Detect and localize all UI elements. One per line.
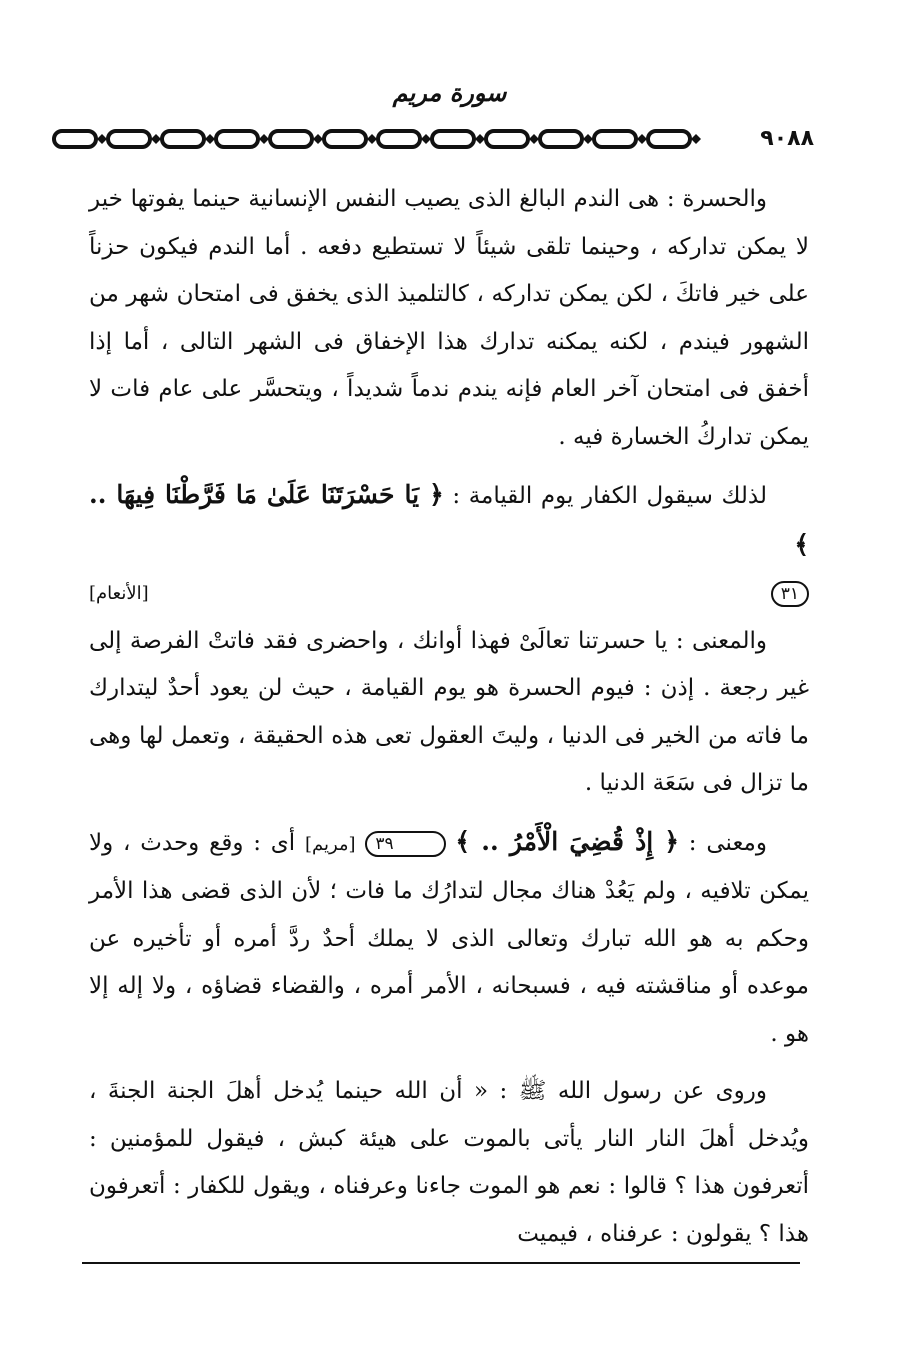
verse-number: ٣٩ — [365, 831, 445, 857]
header-ornament-row — [50, 124, 820, 154]
paragraph-body: أى : وقع وحدث ، ولا يمكن تلافيه ، ولم يَعُدْ هناك مجال لتدارُك ما فات ؛ لأن الذى قضى هذا الأمر وحكم به هو الله تبارك وتعالى الذى لا يملك أحدٌ ردَّ أمره أو تأخيره عن موعده أو مناقشته فيه ، فسبحانه ، الأمر أمره ، والقضاء قضاؤه ، ولا إله إلا هو . — [89, 829, 809, 1047]
surah-reference: [مريم] — [304, 833, 356, 855]
chain-diamond — [583, 134, 593, 144]
chain-link — [378, 131, 420, 147]
ornament-chain — [50, 124, 820, 154]
paragraph-meaning: والمعنى : يا حسرتنا تعالَىْ فهذا أوانك ، واحضرى فقد فاتتْ الفرصة إلى غير رجعة . إذن : فيوم الحسرة هو يوم القيامة ، حيث لن يعود أحدٌ ليتدارك ما فاته من الخير فى الدنيا ، وليتَ العقول تعى هذه الحقيقة ، وتعمل لها وهى ما تزال فى سَعَة الدنيا . — [89, 627, 809, 796]
quran-verse: ﴿ إِذْ قُضِيَ الْأَمْرُ .. ﴾ — [455, 826, 679, 856]
paragraph-body: أن الله حينما يُدخل أهلَ الجنة الجنةَ ، ويُدخل أهلَ النار النار يأتى بالموت على هيئة كبش ، فيقول للمؤمنين : أتعرفون هذا ؟ قالوا : نعم هو الموت جاءنا وعرفناه ، ويقول للكفار : أتعرفون هذا ؟ يقولون : عرفناه ، فيميت — [89, 1078, 809, 1247]
chain-link — [270, 131, 312, 147]
chain-link — [324, 131, 366, 147]
quran-verse: ﴿ يَا حَسْرَتَنَا عَلَىٰ مَا فَرَّطْنَا فِيهَا .. ﴾ — [89, 480, 809, 559]
chain-diamond — [97, 134, 107, 144]
chain-link — [594, 131, 636, 147]
paragraph-hadith — [89, 1068, 809, 1258]
chain-diamond — [637, 134, 647, 144]
chain-diamond — [529, 134, 539, 144]
verse-number: ٣١ — [771, 581, 809, 607]
paragraph-intro: ومعنى : — [688, 829, 767, 856]
paragraph-intro: لذلك سيقول الكفار يوم القيامة : — [452, 483, 768, 509]
main-text — [89, 176, 809, 1258]
chain-diamond — [151, 134, 161, 144]
chain-diamond — [475, 134, 485, 144]
chain-link — [540, 131, 582, 147]
chain-diamond — [691, 134, 701, 144]
chain-diamond — [205, 134, 215, 144]
surah-reference: [الأنعام] — [89, 583, 149, 604]
surah-title: سورة مريم — [392, 78, 507, 107]
paragraph-qudiya-alamr — [89, 818, 809, 1059]
chain-link — [648, 131, 690, 147]
paragraph-intro: وروى عن رسول الله ﷺ : « — [473, 1078, 768, 1104]
chain-link — [486, 131, 528, 147]
chain-link — [216, 131, 258, 147]
chain-link — [54, 131, 96, 147]
verse-number-wrapper — [771, 570, 809, 618]
verse-reference-line — [89, 570, 809, 618]
page-number: ٩٠٨٨ — [754, 124, 820, 154]
chain-diamond — [259, 134, 269, 144]
chain-diamond — [421, 134, 431, 144]
footer-rule — [82, 1262, 800, 1264]
chain-diamond — [367, 134, 377, 144]
chain-link — [432, 131, 474, 147]
chain-diamond — [313, 134, 323, 144]
chain-link — [108, 131, 150, 147]
paragraph-hasra-definition: والحسرة : هى الندم البالغ الذى يصيب النفس الإنسانية حينما يفوتها خير لا يمكن تداركه ، وحينما تلقى شيئاً لا تستطيع دفعه . أما الندم فيكون حزناً على خير فاتكَ ، لكن يمكن تداركه ، كالتلميذ الذى يخفق فى امتحان شهر من الشهور فيندم ، لكنه يمكنه تدارك هذا الإخفاق فى الشهر التالى ، أما إذا أخفق فى امتحان آخر العام فإنه يندم ندماً شديداً ، ويتحسَّر على عام فات لا يمكن تداركُ الخسارة فيه . — [89, 186, 809, 450]
chain-link — [162, 131, 204, 147]
paragraph-kuffar-saying — [89, 471, 809, 570]
